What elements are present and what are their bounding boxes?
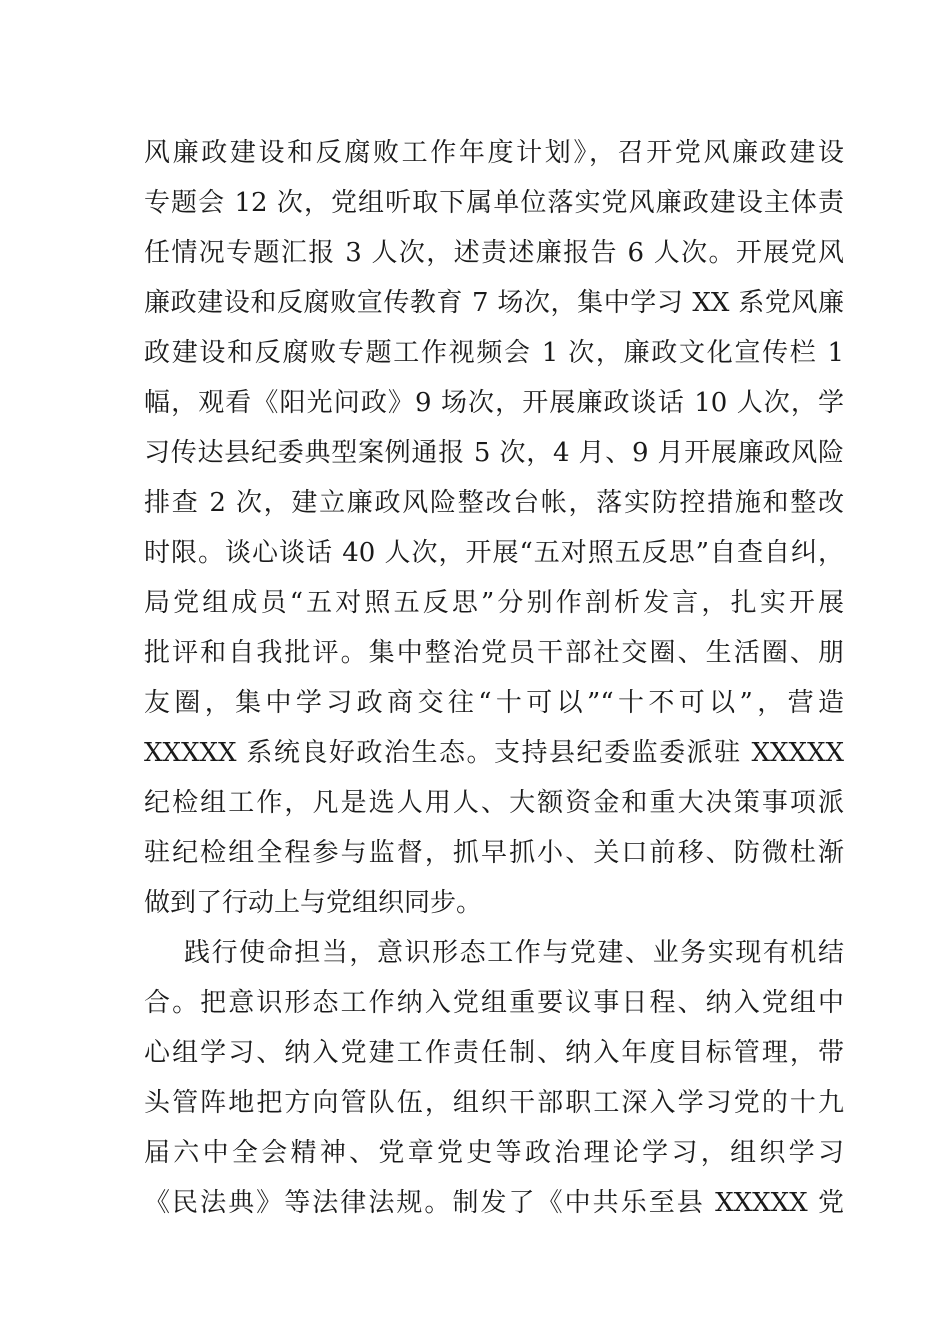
text-line: 头管阵地把方向管队伍，组织干部职工深入学习党的十九 (144, 1088, 844, 1118)
text-line: 《民法典》等法律法规。制发了《中共乐至县 XXXXX 党 (144, 1188, 844, 1218)
text-line: 时限。谈心谈话 40 人次，开展“五对照五反思”自查自纠， (144, 538, 844, 568)
text-line: 任情况专题汇报 3 人次，述责述廉报告 6 人次。开展党风 (144, 238, 844, 268)
text-line: 合。把意识形态工作纳入党组重要议事日程、纳入党组中 (144, 988, 844, 1018)
document-body (144, 128, 844, 1228)
text-line: 友圈，集中学习政商交往“十可以”“十不可以”，营造 (144, 688, 844, 718)
text-line: 做到了行动上与党组织同步。 (144, 888, 483, 918)
text-line: 排查 2 次，建立廉政风险整改台帐，落实防控措施和整改 (144, 488, 844, 518)
text-line: 践行使命担当，意识形态工作与党建、业务实现有机结 (184, 938, 844, 968)
text-line: 纪检组工作，凡是选人用人、大额资金和重大决策事项派 (144, 788, 844, 818)
paragraph-ideology (144, 928, 844, 1228)
text-line: 政建设和反腐败专题工作视频会 1 次，廉政文化宣传栏 1 (144, 338, 844, 368)
text-line: 心组学习、纳入党建工作责任制、纳入年度目标管理，带 (144, 1038, 844, 1068)
text-line: 届六中全会精神、党章党史等政治理论学习，组织学习 (144, 1138, 844, 1168)
text-line: 局党组成员“五对照五反思”分别作剖析发言，扎实开展 (144, 588, 844, 618)
text-line: 风廉政建设和反腐败工作年度计划》，召开党风廉政建设 (144, 138, 844, 168)
text-line: 廉政建设和反腐败宣传教育 7 场次，集中学习 XX 系党风廉 (144, 288, 844, 318)
text-line: 驻纪检组全程参与监督，抓早抓小、关口前移、防微杜渐 (144, 838, 844, 868)
text-line: 幅，观看《阳光问政》9 场次，开展廉政谈话 10 人次，学 (144, 388, 844, 418)
paragraph-anti-corruption (144, 128, 844, 928)
text-line: XXXXX 系统良好政治生态。支持县纪委监委派驻 XXXXX (144, 738, 844, 768)
text-line: 习传达县纪委典型案例通报 5 次，4 月、9 月开展廉政风险 (144, 438, 844, 468)
text-line: 专题会 12 次，党组听取下属单位落实党风廉政建设主体责 (144, 188, 844, 218)
text-line: 批评和自我批评。集中整治党员干部社交圈、生活圈、朋 (144, 638, 844, 668)
